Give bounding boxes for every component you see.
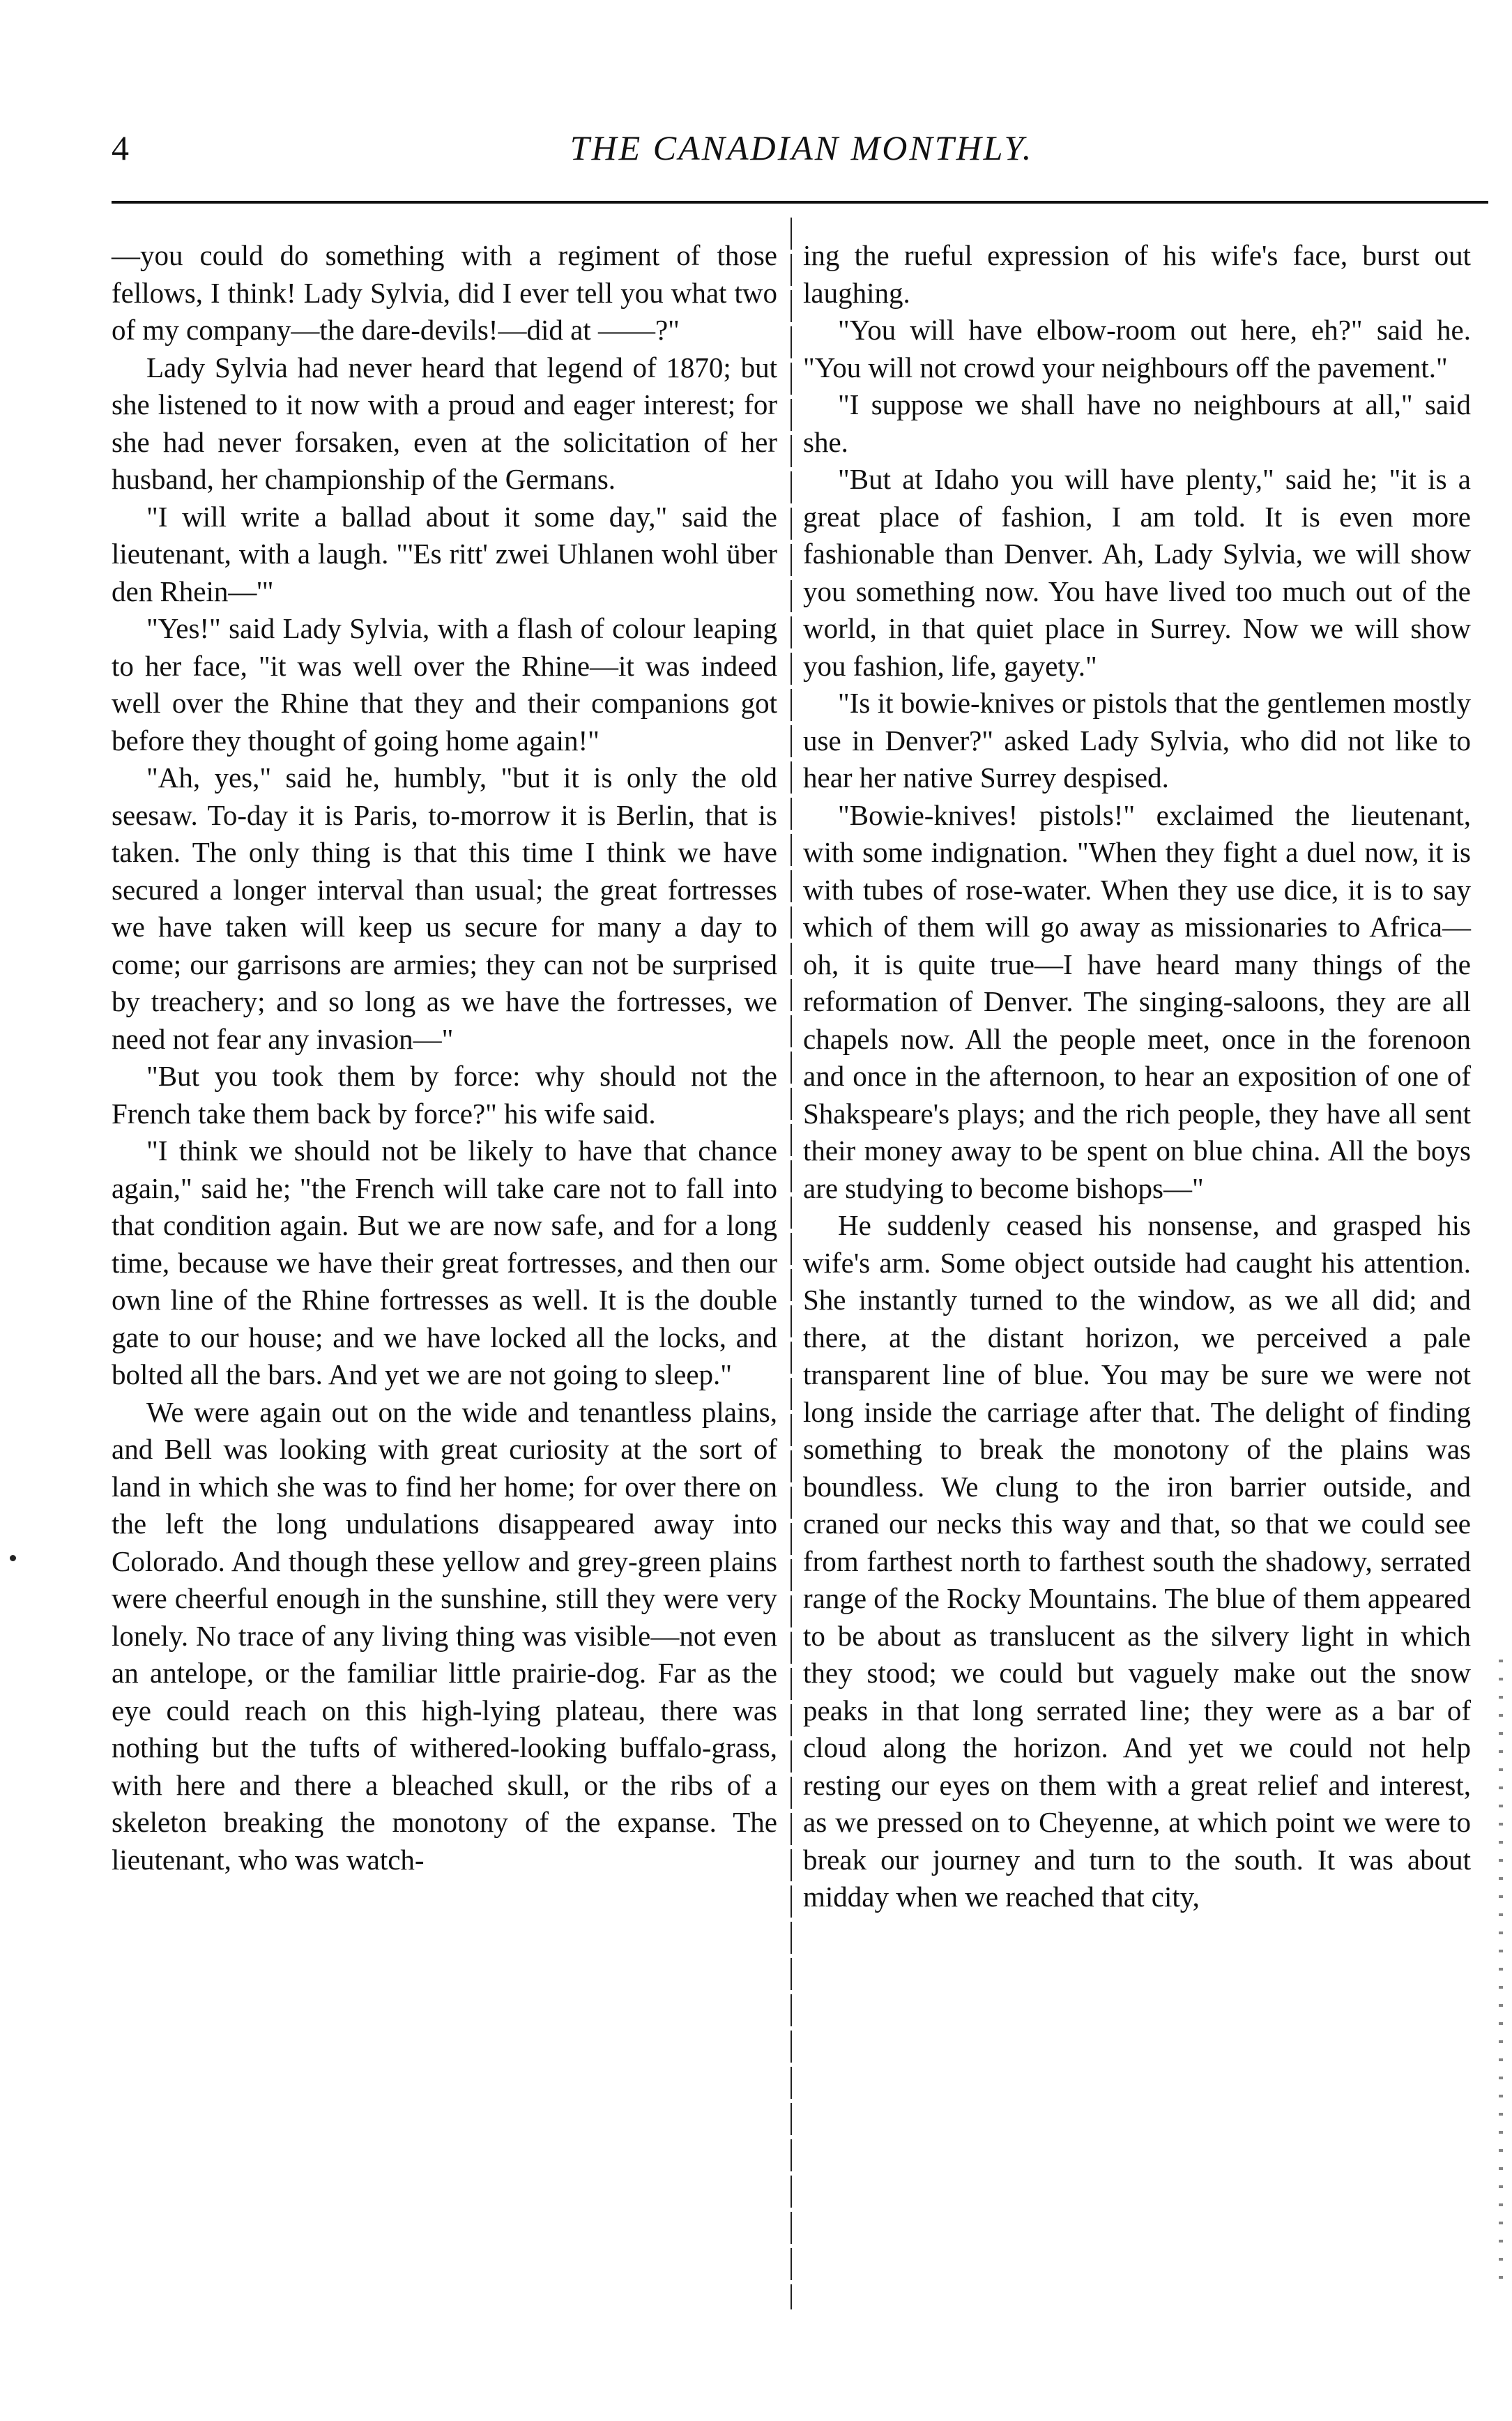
header-rule <box>112 201 1488 204</box>
paragraph: "I suppose we shall have no neighbours at all," said she. <box>803 388 1471 458</box>
binding-marks <box>1499 1660 1503 2287</box>
paragraph: He suddenly ceased his nonsense, and grasped his wife's arm. Some object outside had caught his attention. She instantly turned to the window, as we all did; and there, at the distant horizon, we perceived a pale transparent line of blue. You may be sure we were not long inside the carriage after that. The delight of finding something to break the monotony of the plains was boundless. We clung to the iron barrier outside, and craned our necks this way and that, so that we could see from farthest north to farthest south the shadowy, serrated range of the Rocky Mountains. The blue of them appeared to be about as translucent as the silvery light in which they stood; we could but vaguely make out the snow peaks in that long serrated line; they were as a bar of cloud along the horizon. And yet we could not help resting our eyes on them with a great relief and interest, as we pressed on to Cheyenne, at which point we were to break our journey and turn to the south. It was about midday when we reached that city, <box>803 1209 1471 1913</box>
paragraph: "Ah, yes," said he, humbly, "but it is only the old seesaw. To-day it is Paris, to-morrow it is Berlin, that is taken. The only thing is that this time I think we have secured a longer interval than usual; the great fortresses we have taken will keep us secure for many a day to come; our garrisons are armies; they can not be surprised by treachery; and so long as we have the fortresses, we need not fear any invasion—" <box>112 761 777 1055</box>
right-column <box>803 237 1471 1916</box>
paragraph: Lady Sylvia had never heard that legend of 1870; but she listened to it now with a proud and eager interest; for she had never forsaken, even at the solicitation of her husband, her championship of the Germans. <box>112 351 777 495</box>
column-divider <box>791 218 792 2309</box>
paragraph: ing the rueful expression of his wife's face, burst out laughing. <box>803 239 1471 309</box>
paragraph: "Is it bowie-knives or pistols that the gentlemen mostly use in Denver?" asked Lady Sylvia, who did not like to hear her native Surrey despised. <box>803 687 1471 794</box>
paragraph: "I think we should not be likely to have that chance again," said he; "the French will take care not to fall into that condition again. But we are now safe, and for a long time, because we have their great fortresses, and then our own line of the Rhine fortresses as well. It is the double gate to our house; and we have locked all the locks, and bolted all the bars. And yet we are not going to sleep." <box>112 1134 777 1390</box>
page-number: 4 <box>112 128 129 167</box>
paragraph: —you could do something with a regiment of those fellows, I think! Lady Sylvia, did I ever tell you what two of my company—the dare-devils!—did at ——?" <box>112 239 777 346</box>
paragraph: We were again out on the wide and tenantless plains, and Bell was looking with great curiosity at the sort of land in which she was to find her home; for over there on the left the long undulations disappeared away into Colorado. And though these yellow and grey-green plains were cheerful enough in the sunshine, still they were very lonely. No trace of any living thing was visible—not even an antelope, or the familiar little prairie-dog. Far as the eye could reach on this high-lying plateau, there was nothing but the tufts of withered-looking buffalo-grass, with here and there a bleached skull, or the ribs of a skeleton breaking the monotony of the expanse. The lieutenant, who was watch- <box>112 1395 777 1876</box>
margin-dot <box>10 1555 16 1561</box>
running-head-title: THE CANADIAN MONTHLY. <box>570 128 1034 167</box>
paragraph: "Bowie-knives! pistols!" exclaimed the lieutenant, with some indignation. "When they fight a duel now, it is with tubes of rose-water. When they use dice, it is to say which of them will go away as missionaries to Africa—oh, it is quite true—I have heard many things of the reformation of Denver. The singing-saloons, they are all chapels now. All the people meet, once in the forenoon and once in the afternoon, to hear an exposition of one of Shakspeare's plays; and the rich people, they have all sent their money away to be spent on blue china. All the boys are studying to become bishops—" <box>803 798 1471 1204</box>
paragraph: "Yes!" said Lady Sylvia, with a flash of colour leaping to her face, "it was well over the Rhine—it was indeed well over the Rhine that they and their companions got before they thought of going home again!" <box>112 612 777 757</box>
paragraph: "But you took them by force: why should not the French take them back by force?" his wife said. <box>112 1060 777 1130</box>
paragraph: "But at Idaho you will have plenty," said he; "it is a great place of fashion, I am told. It is even more fashionable than Denver. Ah, Lady Sylvia, we will show you something now. You have lived too much out of the world, in that quiet place in Surrey. Now we will show you fashion, life, gayety." <box>803 463 1471 682</box>
paragraph: "I will write a ballad about it some day," said the lieutenant, with a laugh. "'Es ritt' zwei Uhlanen wohl über den Rhein—'" <box>112 500 777 607</box>
left-column <box>112 237 777 1879</box>
paragraph: "You will have elbow-room out here, eh?" said he. "You will not crowd your neighbours off the pavement." <box>803 314 1471 384</box>
